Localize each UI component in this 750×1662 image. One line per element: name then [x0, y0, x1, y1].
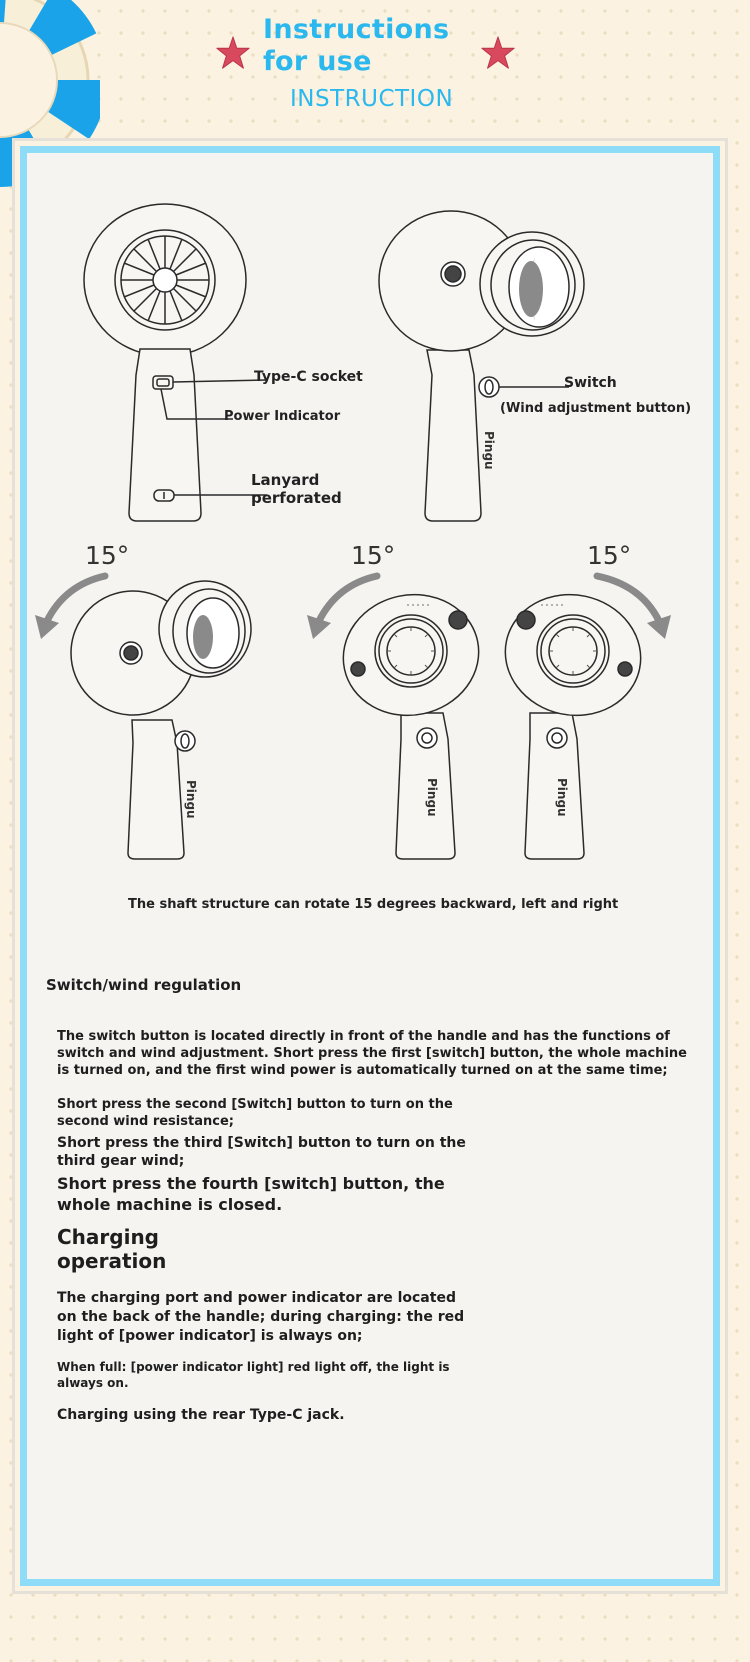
page-header	[0, 0, 750, 140]
text-line: always on.	[57, 1376, 129, 1390]
text-line: is turned on, and the first wind power is automatically turned on at the same time;	[57, 1063, 668, 1078]
starfish-icon	[479, 34, 517, 72]
switch-third-press	[57, 1134, 466, 1170]
switch-section-heading: Switch/wind regulation	[46, 976, 242, 994]
text-line: The switch button is located directly in front of the handle and has the functions of	[57, 1029, 670, 1044]
rotation-caption: The shaft structure can rotate 15 degrees backward, left and right	[128, 897, 619, 912]
fan-side-view	[379, 211, 584, 521]
brand-text: Pingu	[555, 778, 569, 817]
power-indicator-label: Power Indicator	[224, 409, 341, 424]
instruction-panel	[20, 146, 720, 1586]
text-line: Short press the third [Switch] button to turn on the	[57, 1135, 466, 1151]
text-line: Short press the second [Switch] button to turn on the	[57, 1097, 453, 1112]
text-line: switch and wind adjustment. Short press the first [switch] button, the whole machine	[57, 1046, 687, 1061]
text-line: operation	[57, 1249, 167, 1273]
text-line: third gear wind;	[57, 1153, 185, 1169]
lanyard-label-line2: perforated	[251, 489, 342, 507]
fan-front-view	[84, 204, 246, 521]
text-line: The charging port and power indicator are located	[57, 1290, 456, 1306]
charging-full-text	[57, 1359, 450, 1391]
fan-rotate-right	[494, 582, 652, 859]
text-line: second wind resistance;	[57, 1114, 234, 1129]
text-line: light of [power indicator] is always on;	[57, 1328, 363, 1344]
text-line: Charging	[57, 1225, 160, 1249]
fan-tilt-back	[71, 581, 251, 859]
text-line: Short press the fourth [switch] button, the	[57, 1174, 445, 1193]
charging-jack-text: Charging using the rear Type-C jack.	[57, 1407, 345, 1423]
page-title: Instructions for use	[263, 14, 450, 77]
brand-text: Pingu	[482, 431, 496, 470]
switch-label: Switch	[564, 375, 617, 391]
type-c-socket-label: Type-C socket	[254, 369, 363, 385]
fan-rotate-left	[332, 582, 490, 859]
brand-text: Pingu	[184, 780, 198, 819]
switch-intro	[57, 1028, 687, 1079]
angle-back-label: 15°	[85, 541, 130, 570]
charging-port-text	[57, 1289, 464, 1346]
angle-right-label: 15°	[587, 541, 632, 570]
text-line: When full: [power indicator light] red light off, the light is	[57, 1360, 450, 1374]
page-subtitle: INSTRUCTION	[290, 86, 454, 112]
wind-adjustment-label: (Wind adjustment button)	[500, 401, 692, 416]
starfish-icon	[214, 34, 252, 72]
text-line: whole machine is closed.	[57, 1195, 283, 1214]
lanyard-label-line1: Lanyard	[251, 471, 320, 489]
angle-left-label: 15°	[351, 541, 396, 570]
text-line: on the back of the handle; during charging: the red	[57, 1309, 465, 1325]
switch-second-press	[57, 1096, 453, 1130]
charging-heading	[57, 1225, 166, 1273]
brand-text: Pingu	[425, 778, 439, 817]
switch-fourth-press	[57, 1173, 445, 1215]
